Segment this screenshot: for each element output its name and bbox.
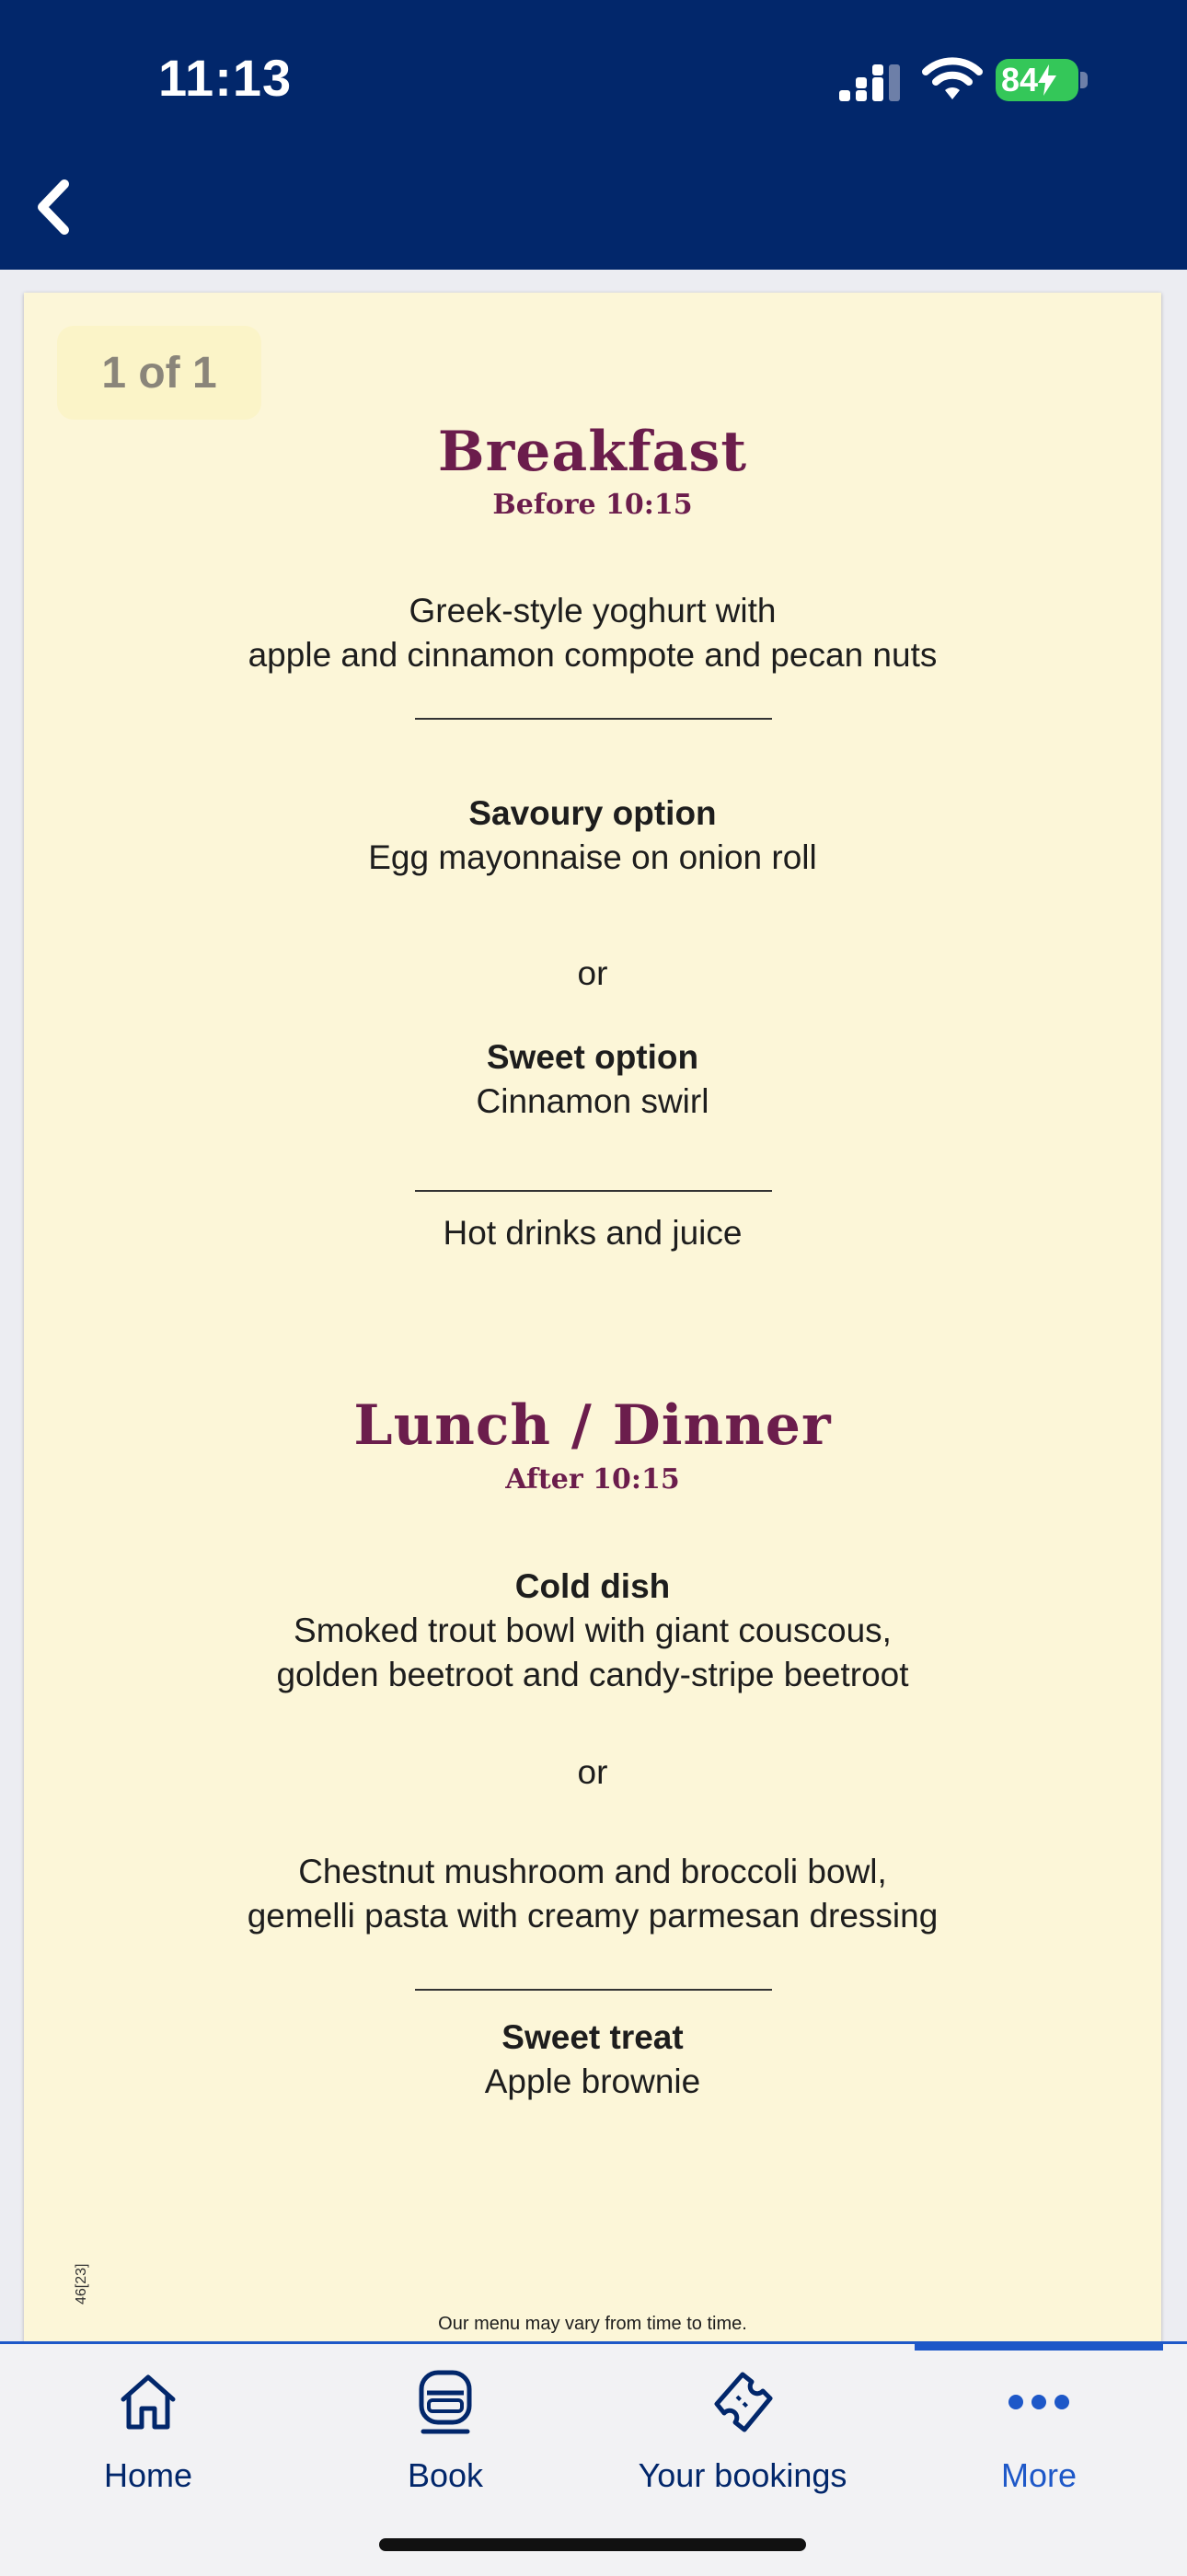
wifi-icon	[920, 57, 985, 103]
breakfast-item-line1: Greek-style yoghurt with	[409, 592, 777, 630]
chevron-left-icon	[35, 179, 72, 236]
tab-home[interactable]	[10, 2362, 286, 2495]
battery-indicator	[996, 59, 1078, 101]
tab-home-label: Home	[103, 2456, 193, 2494]
charging-bolt-icon	[1038, 64, 1056, 96]
or-separator: or	[577, 954, 608, 992]
app-header	[0, 0, 1187, 270]
savoury-option-item: Egg mayonnaise on onion roll	[368, 838, 817, 876]
cold-dish-label: Cold dish	[514, 1567, 671, 1605]
page-indicator: 1 of 1	[57, 326, 261, 420]
train-icon	[416, 2369, 475, 2435]
menu-document[interactable]	[24, 293, 1161, 2345]
cellular-signal-icon	[839, 63, 904, 103]
breakfast-title: Breakfast	[437, 420, 748, 484]
more-dots-icon	[1007, 2391, 1071, 2413]
active-tab-indicator	[915, 2341, 1163, 2351]
breakfast-item-line2: apple and cinnamon compote and pecan nuts	[248, 636, 938, 674]
ticket-icon	[709, 2369, 776, 2435]
drinks-item: Hot drinks and juice	[443, 1214, 743, 1252]
cold-dish-line1: Smoked trout bowl with giant couscous,	[294, 1611, 892, 1649]
sweet-option-item: Cinnamon swirl	[476, 1082, 709, 1120]
divider	[415, 718, 772, 720]
divider	[415, 1190, 772, 1192]
alt-dish-line1: Chestnut mushroom and broccoli bowl,	[298, 1853, 887, 1890]
sweet-treat-label: Sweet treat	[501, 2018, 684, 2056]
tab-more-label: More	[1000, 2456, 1078, 2494]
cold-dish-line2: golden beetroot and candy-stripe beetroot	[276, 1656, 909, 1693]
tab-your-bookings-label: Your bookings	[638, 2456, 847, 2494]
tab-book[interactable]	[307, 2362, 583, 2495]
back-button[interactable]	[26, 175, 81, 239]
savoury-option-label: Savoury option	[468, 794, 717, 832]
lunch-dinner-subtitle: After 10:15	[505, 1463, 680, 1496]
tab-book-label: Book	[407, 2456, 484, 2494]
battery-level: 84	[1001, 61, 1039, 98]
menu-footnote: Our menu may vary from time to time.	[438, 2314, 747, 2334]
tab-your-bookings[interactable]	[605, 2362, 881, 2495]
battery-tip	[1080, 72, 1088, 88]
home-icon	[116, 2370, 180, 2434]
home-indicator[interactable]	[379, 2538, 806, 2551]
lunch-dinner-title: Lunch / Dinner	[353, 1393, 832, 1458]
sweet-option-label: Sweet option	[486, 1038, 699, 1076]
tab-more[interactable]	[901, 2362, 1177, 2495]
or-separator: or	[577, 1753, 608, 1791]
document-code: 46[23]	[74, 2263, 89, 2305]
alt-dish-line2: gemelli pasta with creamy parmesan dressing	[247, 1897, 939, 1935]
breakfast-subtitle: Before 10:15	[492, 489, 693, 521]
status-time: 11:13	[158, 49, 293, 107]
divider	[415, 1989, 772, 1991]
sweet-treat-item: Apple brownie	[484, 2062, 701, 2100]
